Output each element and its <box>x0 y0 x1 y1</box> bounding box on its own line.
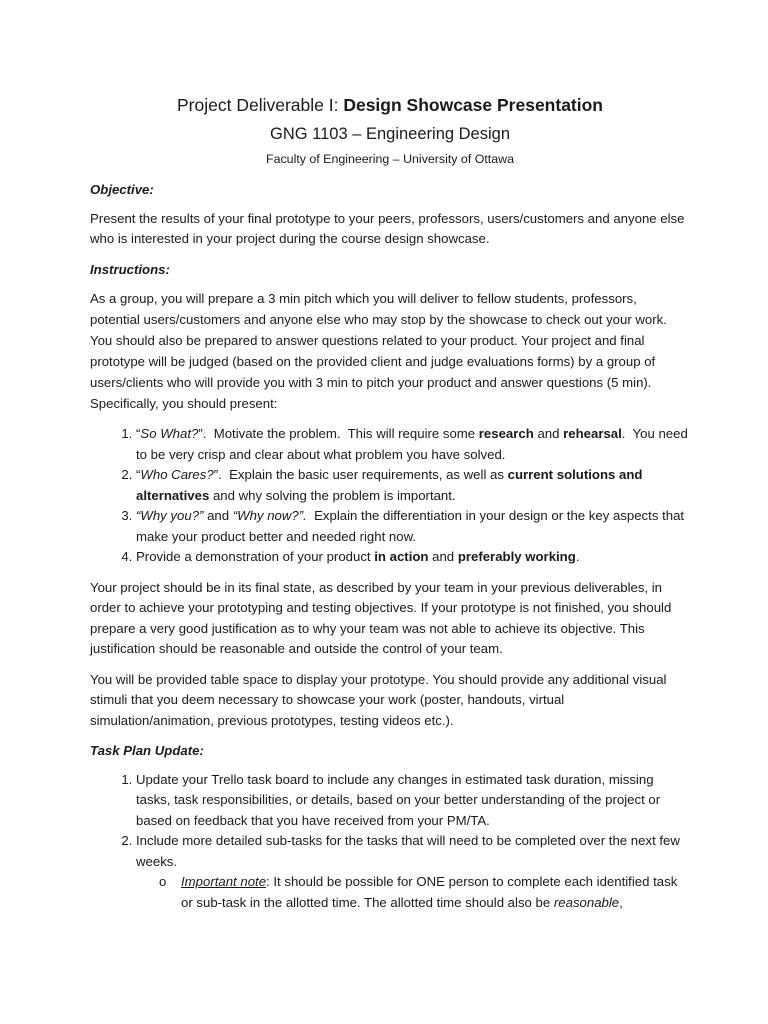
title-bold: Design Showcase Presentation <box>343 95 603 115</box>
task-plan-sublist <box>136 872 690 913</box>
task-plan-list <box>90 770 690 914</box>
list-item: 2. “Who Cares?”. Explain the basic user requirements, as well as current solutions and alternatives and why solving the problem is important. <box>136 465 690 506</box>
list-item: 1. “So What?”. Motivate the problem. This will require some research and rehearsal. You need to be very crisp and clear about what problem you have solved. <box>136 424 690 465</box>
title-prefix: Project Deliverable I: <box>177 95 344 115</box>
present-list <box>90 424 690 568</box>
list-item: 4. Provide a demonstration of your product in action and preferably working. <box>136 547 690 568</box>
task-plan-heading: Task Plan Update: <box>90 743 204 758</box>
faculty-line: Faculty of Engineering – University of Ottawa <box>266 152 514 166</box>
document-page <box>90 92 690 923</box>
objective-heading: Objective: <box>90 182 154 197</box>
sub-list-item: o Important note: It should be possible for ONE person to complete each identified task or sub-task in the allotted time. The allotted time should also be reasonable, <box>159 874 681 910</box>
final-state-paragraph: Your project should be in its final state, as described by your team in your previous deliverables, in order to achieve your prototyping and testing objectives. If your prototype is not finished, you should prepare a very good justification as to why your team was not able to achieve its objective. This justification should be reasonable and outside the control of your team. <box>90 579 672 656</box>
list-item: 3. “Why you?” and “Why now?”. Explain the differentiation in your design or the key aspects that make your product better and needed right now. <box>136 506 690 547</box>
instructions-heading: Instructions: <box>90 261 170 277</box>
table-space-paragraph: You will be provided table space to display your prototype. You should provide any additional visual stimuli that you deem necessary to showcase your work (poster, handouts, virtual simulation/animation, previous prototypes, testing videos etc.). <box>90 671 667 728</box>
instructions-intro: As a group, you will prepare a 3 min pitch which you will deliver to fellow students, professors, potential users/customers and anyone else who may stop by the showcase to check out your work. You should also be prepared to answer questions related to your product. Your project and final prototype will be judged (based on the provided client and judge evaluations forms) by a group of users/clients who will provide you with 3 min to pitch your product and answer questions (5 min). Specifically, you should present: <box>90 291 667 411</box>
document-title <box>90 92 690 118</box>
objective-text: Present the results of your final prototype to your peers, professors, users/customers and anyone else who is interested in your project during the course design showcase. <box>90 210 685 246</box>
circle-bullet-icon: o <box>159 874 167 889</box>
list-item: 1. Update your Trello task board to include any changes in estimated task duration, missing tasks, task responsibilities, or details, based on your better understanding of the project or based on feedback that you have received from your PM/TA. <box>136 770 690 832</box>
list-item: 2. Include more detailed sub-tasks for the tasks that will need to be completed over the next few weeks. o Important note: It should be possible for ONE person to complete each identified task or sub-task in the allotted time. The allotted time should also be reasonable, <box>136 831 690 913</box>
course-title: GNG 1103 – Engineering Design <box>269 125 510 143</box>
